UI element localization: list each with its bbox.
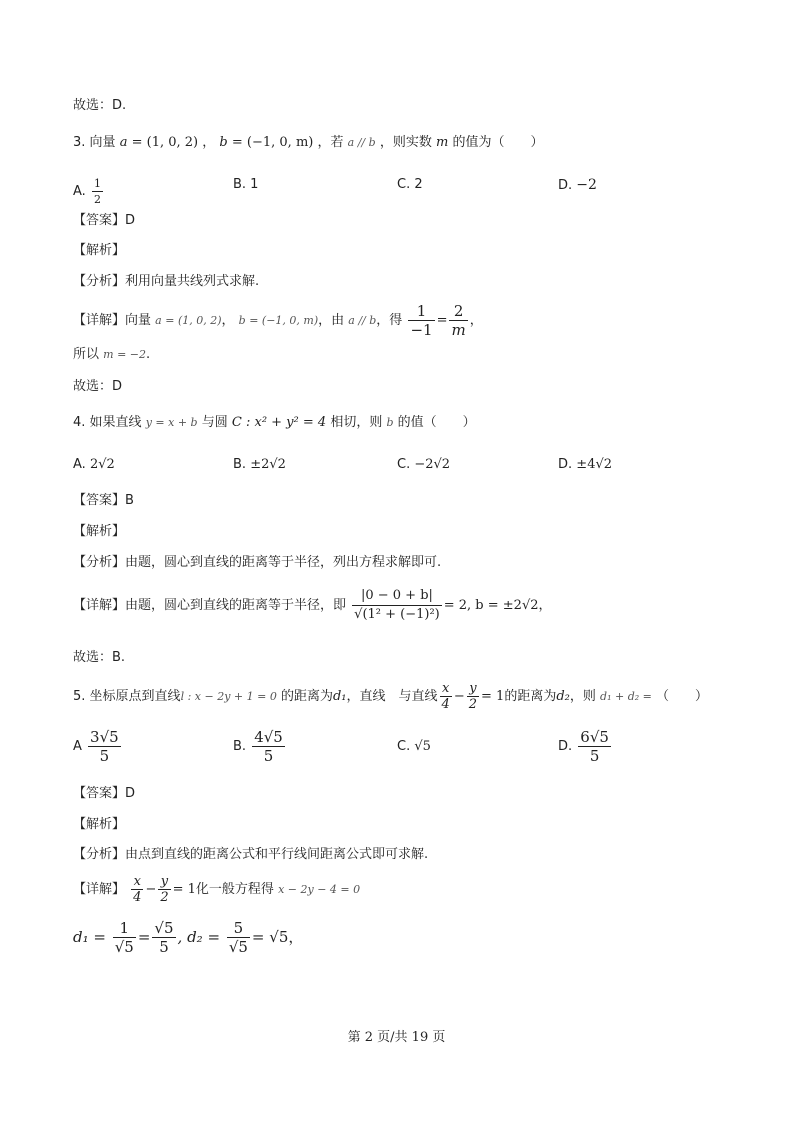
q5-option-a-label: A: [73, 739, 82, 754]
q5-eq-frac-2: [467, 681, 479, 712]
q5-final-end: ，: [288, 928, 304, 946]
q3-vector-b-value: = (−1, 0, m): [231, 135, 314, 150]
q5-final-result: = √5: [251, 928, 289, 946]
question-4: [73, 414, 476, 432]
q5-line-l: l : x − 2y + 1 = 0: [180, 690, 277, 703]
q5-final-d2: , d₂ =: [177, 928, 221, 946]
q5-detail-den1: 4: [133, 890, 142, 905]
q3-analysis: 【分析】利用向量共线列式求解.: [73, 274, 260, 289]
q5-text-e: ，则: [569, 689, 596, 704]
q5-text-b: 的距离为: [280, 689, 333, 704]
q3-detail-fraction-1: [408, 302, 434, 339]
q5-option-b: [233, 728, 287, 766]
q5-final-frac-1: [113, 919, 136, 956]
q5-final-f3-den: √5: [228, 938, 248, 956]
q5-option-a-fraction: [88, 728, 121, 765]
q3-choose: 故选：D: [73, 379, 123, 394]
q5-text-a: 坐标原点到直线: [89, 689, 181, 704]
q3-option-a: [73, 176, 105, 207]
q5-text-f: （ ）: [656, 689, 709, 704]
q4-text-b: 与圆: [201, 415, 228, 430]
q5-analysis-tag: 【解析】: [73, 817, 126, 832]
q3-analysis-tag: 【解析】: [73, 243, 126, 258]
q5-final-f3-num: 5: [233, 919, 244, 937]
q5-option-c-label: C.: [397, 739, 411, 754]
q4-text-a: 如果直线: [89, 415, 142, 430]
q3-var-m: m: [435, 135, 449, 150]
q3-text-d: 的值为（ ）: [452, 135, 544, 150]
q3-so-end: .: [146, 347, 151, 362]
q5-option-c-value: √5: [414, 739, 431, 754]
q5-final-f2-num: √5: [154, 919, 174, 937]
q5-option-d-label: D.: [558, 739, 573, 754]
q3-conclusion: [73, 346, 150, 364]
q4-option-c-value: −2√2: [414, 457, 451, 472]
q5-final-f1-num: 1: [119, 919, 130, 937]
q5-detail-den2: 2: [160, 890, 169, 905]
q3-detail-text-b: ，由: [318, 313, 345, 328]
q3-option-a-fraction: [92, 176, 103, 207]
q5-option-c: [397, 728, 431, 766]
q5-option-d: [558, 728, 613, 766]
q5-detail-num2: y: [160, 874, 169, 889]
q5-final-frac-3: [227, 919, 250, 956]
q5-eq-num2: y: [469, 681, 477, 696]
q4-number: 4.: [73, 415, 86, 430]
q3-detail-fraction-2: [449, 302, 467, 339]
q5-detail-tag: 【详解】: [73, 882, 126, 897]
q5-d1: d₁: [332, 689, 347, 704]
q4-detail-num: |0 − 0 + b|: [360, 588, 433, 603]
q5-option-a: [73, 728, 123, 766]
question-3: [73, 134, 543, 152]
q3-option-d-label: D.: [558, 178, 573, 193]
q4-text-d: 的值（ ）: [397, 415, 476, 430]
q5-detail-frac-2: [158, 874, 170, 905]
q3-option-c: C. 2: [397, 177, 423, 192]
q5-d2: d₂: [556, 689, 570, 704]
q4-option-a-label: A.: [73, 457, 86, 472]
q5-eq-num1: x: [442, 681, 450, 696]
q5-option-a-den: 5: [88, 746, 121, 765]
q3-answer: 【答案】D: [73, 213, 136, 228]
q5-detail-text: 化一般方程得: [195, 882, 274, 897]
q3-detail-f2-num: 2: [453, 302, 464, 320]
q3-detail-text-c: ，得: [376, 313, 403, 328]
q3-detail-equals: =: [436, 313, 448, 328]
q3-so: 所以: [73, 347, 100, 362]
q4-option-a-value: 2√2: [89, 457, 115, 472]
q4-option-d-label: D.: [558, 457, 573, 472]
q5-final-frac-2: [152, 919, 175, 956]
q4-answer: 【答案】B: [73, 493, 134, 508]
q3-detail-f1-num: 1: [416, 302, 427, 320]
q3-detail-f2-den: m: [451, 321, 466, 339]
q5-eq-frac-1: [440, 681, 452, 712]
q3-so-value: m = −2: [103, 348, 147, 361]
q3-option-d-value: −2: [576, 177, 597, 193]
q5-final-equals: =: [137, 928, 151, 946]
q5-option-a-num: 3√5: [90, 728, 119, 746]
q3-option-a-label: A.: [73, 184, 86, 199]
q4-option-b: [233, 456, 286, 474]
q5-text-c: ，直线 与直线: [346, 689, 438, 704]
q5-text-d: 的距离为: [504, 689, 557, 704]
q3-vector-b: b: [219, 135, 228, 150]
q3-option-b: B. 1: [233, 177, 259, 192]
q5-answer: 【答案】D: [73, 786, 136, 801]
q4-option-c: [397, 456, 450, 474]
q4-option-c-label: C.: [397, 457, 411, 472]
q3-detail: 【详解】向量 a = (1, 0, 2)， b = (−1, 0, m)，由 a // b，得 $\frac{1}{-1}$ = $\frac{2}{m}$ ，: [73, 302, 483, 339]
q3-option-a-num: 1: [93, 177, 101, 190]
q4-choose: 故选：B.: [73, 650, 126, 665]
q5-eq-rhs: = 1: [481, 689, 505, 704]
q5-final-f2-den: 5: [152, 937, 175, 956]
q3-vector-a: a: [119, 135, 128, 150]
q5-option-b-den: 5: [252, 746, 285, 765]
q4-detail-end: ，: [538, 598, 552, 613]
q3-detail-tag: 【详解】: [73, 313, 126, 328]
q5-final: [73, 916, 303, 958]
q4-circle-equation: C : x² + y² = 4: [231, 415, 327, 430]
q4-line-equation: y = x + b: [145, 416, 198, 429]
q4-detail-result: = 2, b = ±2√2: [443, 598, 539, 613]
q3-vector-a-value: = (1, 0, 2): [131, 135, 199, 150]
q4-detail-den: √(1² + (−1)²): [354, 607, 440, 622]
page-footer: 第 2 页/共 19 页: [347, 1030, 446, 1045]
q4-option-d: [558, 456, 612, 474]
q5-eq-den2: 2: [468, 697, 478, 712]
q5-detail-frac-1: [131, 874, 143, 905]
q4-option-d-value: ±4√2: [576, 457, 613, 472]
q3-detail-f1-den: −1: [410, 321, 433, 339]
q3-detail-parallel: a // b: [348, 314, 377, 327]
question-5: [73, 680, 708, 714]
q3-text-c: ，则实数: [379, 135, 432, 150]
q4-detail-text: 【详解】由题，圆心到直线的距离等于半径，即: [73, 598, 347, 613]
q5-number: 5.: [73, 689, 86, 704]
q4-option-a: [73, 456, 115, 474]
q3-detail-end: ，: [469, 313, 483, 328]
q5-detail-minus: −: [145, 882, 157, 897]
q5-detail: [73, 872, 360, 908]
q5-eq-den1: 4: [441, 697, 450, 712]
q4-text-c: 相切，则: [330, 415, 383, 430]
q4-option-b-label: B.: [233, 457, 247, 472]
q5-option-d-fraction: [578, 728, 611, 765]
q3-number: 3.: [73, 135, 86, 150]
q5-final-d1: d₁ =: [73, 928, 106, 946]
q3-option-a-den: 2: [93, 193, 101, 206]
q5-option-d-num: 6√5: [580, 728, 609, 746]
q3-detail-vector-b: b = (−1, 0, m): [238, 314, 319, 327]
q5-final-f1-den: √5: [114, 938, 134, 956]
q5-option-d-den: 5: [578, 746, 611, 765]
q5-option-b-fraction: [252, 728, 285, 765]
q4-option-b-value: ±2√2: [250, 457, 286, 472]
q3-text-b: ，若: [317, 135, 344, 150]
q4-analysis: 【分析】由题，圆心到直线的距离等于半径，列出方程求解即可.: [73, 555, 442, 570]
q5-option-b-label: B.: [233, 739, 247, 754]
q3-comma: ，: [202, 135, 216, 150]
q5-detail-rhs: = 1: [172, 882, 196, 897]
prev-answer: 故选：D.: [73, 98, 127, 113]
q3-detail-text-a: 向量: [125, 313, 152, 328]
q5-analysis: 【分析】由点到直线的距离公式和平行线间距离公式即可求解.: [73, 847, 429, 862]
q4-analysis-tag: 【解析】: [73, 524, 126, 539]
q5-detail-num1: x: [133, 874, 141, 889]
q4-detail: [73, 586, 552, 626]
q3-parallel: a // b: [347, 136, 376, 149]
q3-text-a: 向量: [89, 135, 116, 150]
q5-option-b-num: 4√5: [254, 728, 283, 746]
q5-detail-general-equation: x − 2y − 4 = 0: [278, 883, 361, 896]
q3-detail-vector-a: a = (1, 0, 2): [155, 314, 222, 327]
q3-option-d: [558, 176, 597, 195]
q5-sum: d₁ + d₂ =: [600, 690, 652, 703]
q5-eq-minus: −: [453, 689, 465, 704]
q4-detail-fraction: [352, 587, 442, 624]
q4-var-b: b: [386, 416, 394, 429]
